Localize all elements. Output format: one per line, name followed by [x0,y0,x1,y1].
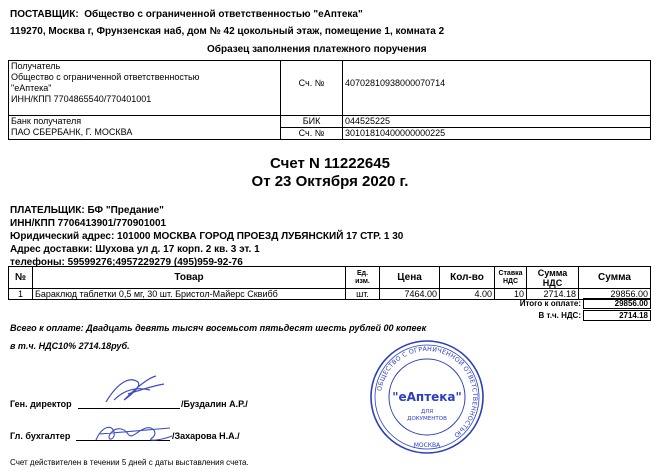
row-price: 7464.00 [380,289,440,300]
row-num: 1 [9,289,33,300]
supplier-name: Общество с ограниченной ответственностью "еАптека" [84,9,363,20]
recipient-cell [9,61,281,116]
row-sum: 29856.00 [579,289,651,300]
col-qty: Кол-во [440,267,495,289]
row-product: Бараклюд таблетки 0,5 мг, 30 шт. Бристол-Майерс Сквибб [33,289,346,300]
stamp-center: "еАптека" [392,390,462,404]
col-product: Товар [33,267,346,289]
payer-name: ПЛАТЕЛЬЩИК: БФ "Предание" [10,205,164,216]
supplier-line-1 [10,9,363,20]
director-sign-line [78,408,180,409]
stamp-sub-1: ДЛЯ [420,409,434,415]
total-value: 29856.00 [583,298,651,309]
stamp-sub-2: ДОКУМЕНТОВ [407,416,447,422]
row-vat-rate: 10 [495,289,527,300]
corr-account-value: 30101810400000000225 [343,128,651,140]
vat-total-label: В т.ч. НДС: [538,311,581,320]
director-name: /Буздалин А.Р./ [181,399,248,409]
vat-total-value: 2714.18 [583,310,651,321]
total-label: Итого к оплате: [519,299,581,308]
col-unit-line-1: Ед. [356,269,369,277]
col-price: Цена [380,267,440,289]
col-unit [346,267,380,289]
col-unit-line-2: изм. [355,277,370,285]
account-label: Сч. № [281,61,343,116]
recipient-label: Получатель [11,61,61,71]
bank-details-table [8,60,651,140]
invoice-title: Счет N 11222645 [270,155,390,172]
invoice-date: От 23 Октября 2020 г. [251,173,409,190]
company-stamp [369,339,485,455]
validity-note: Счет действителен в течении 5 дней с даты выставления счета. [10,458,249,467]
accountant-signature [92,418,174,446]
accountant-name: /Захарова Н.А./ [172,431,240,441]
corr-account-label: Сч. № [281,128,343,140]
row-unit: шт. [346,289,380,300]
summary-total-words: Всего к оплате: Двадцать девять тысяч восемьсот пятьдесят шесть рублей 00 копеек [10,323,427,333]
recipient-name-1: Общество с ограниченной ответственностью [11,72,200,82]
bank-label: Банк получателя [11,116,82,126]
payer-legal-address: Юридический адрес: 101000 МОСКВА ГОРОД ПРОЕЗД ЛУБЯНСКИЙ 17 СТР. 1 30 [10,231,404,242]
bik-label: БИК [281,116,343,128]
payer-block [10,204,403,269]
col-vat-rate [495,267,527,289]
recipient-name-2: "еАптека" [11,83,52,93]
supplier-label: ПОСТАВЩИК: [10,9,79,20]
recipient-inn-kpp: ИНН/КПП 7704865540/770401001 [11,94,152,104]
director-signature [100,372,170,408]
supplier-address: 119270, Москва г, Фрунзенская наб, дом № 42 цокольный этаж, помещение 1, комната 2 [10,26,445,37]
row-qty: 4.00 [440,289,495,300]
items-table [8,266,651,300]
col-num: № [9,267,33,289]
col-vat-rate-line-2: НДС [502,277,519,285]
payer-inn-kpp: ИНН/КПП 7706413901/770901001 [10,218,167,229]
col-vat-sum: Сумма НДС [527,267,579,289]
bank-name: ПАО СБЕРБАНК, Г. МОСКВА [11,127,133,137]
payer-delivery-address: Адрес доставки: Шухова ул д. 17 корп. 2 кв. 3 эт. 1 [10,244,260,255]
bik-value: 044525225 [343,116,651,128]
stamp-city: МОСКВА [413,442,441,449]
col-sum: Сумма [579,267,651,289]
accountant-label: Гл. бухгалтер [10,431,71,441]
payer-phones: телефоны: 59599276;4957229279 (495)959-92-76 [10,257,243,268]
stamp-ring-text: ОБЩЕСТВО С ОГРАНИЧЕННОЙ ОТВЕТСТВЕННОСТЬЮ [376,345,479,439]
row-vat-sum: 2714.18 [527,289,579,300]
director-label: Ген. директор [10,399,72,409]
payment-sample-title: Образец заполнения платежного поручения [207,44,427,55]
bank-cell [9,116,281,140]
table-row [9,289,651,300]
items-header-row [9,267,651,289]
col-vat-rate-line-1: Ставка [498,269,523,277]
account-value: 40702810938000070714 [343,61,651,116]
summary-vat: в т.ч. НДС10% 2714.18руб. [10,341,130,351]
